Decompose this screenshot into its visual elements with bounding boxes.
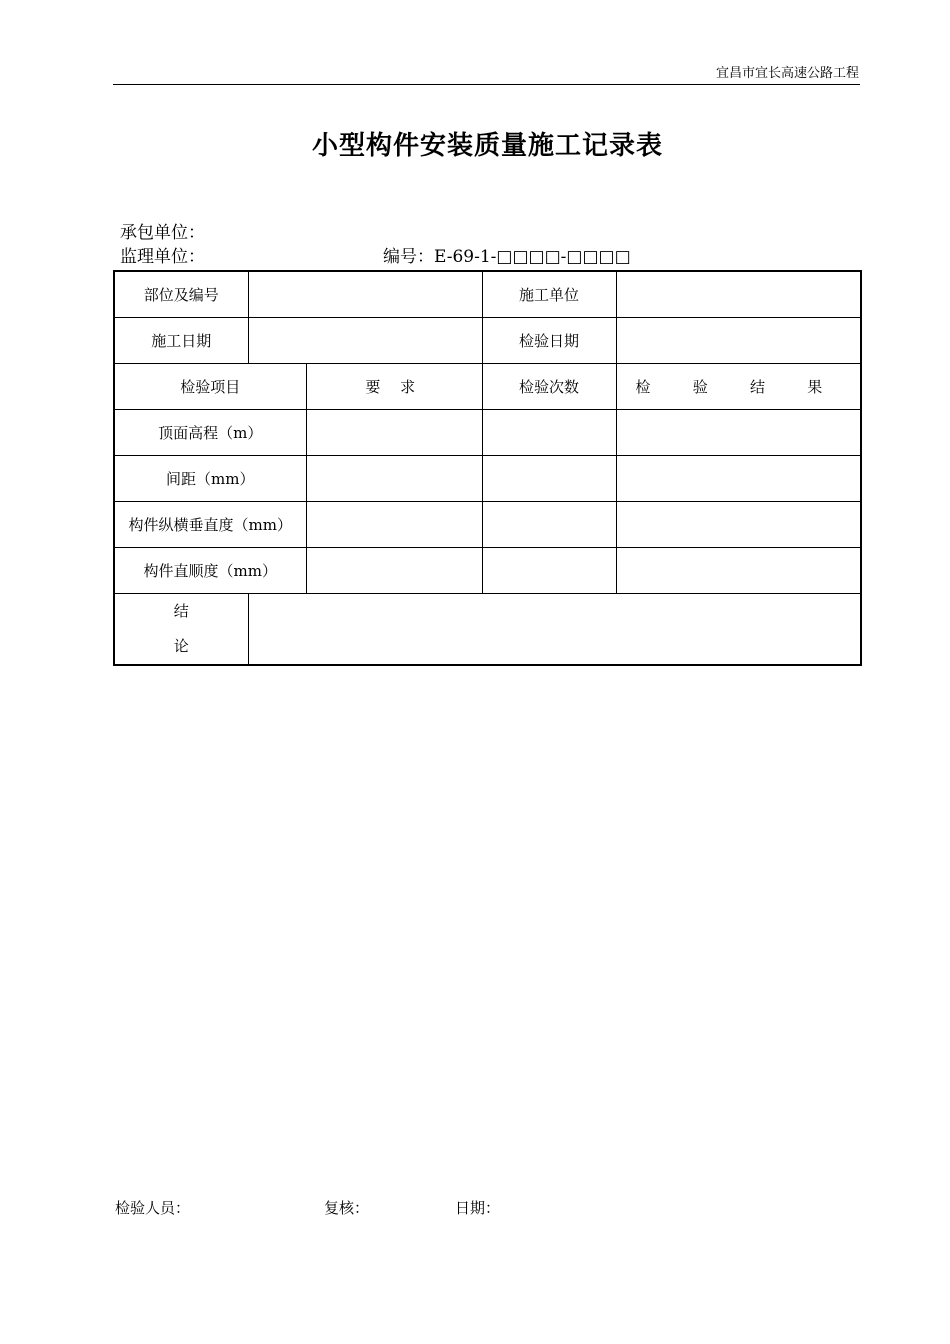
table-row bbox=[114, 548, 861, 594]
column-header-count: 检验次数 bbox=[482, 364, 616, 410]
reviewer-label: 复核： bbox=[324, 1199, 370, 1217]
item-label: 顶面高程（m） bbox=[114, 410, 306, 456]
construction-unit-label: 施工单位 bbox=[482, 271, 616, 318]
table-row bbox=[114, 410, 861, 456]
result-cell[interactable] bbox=[616, 548, 861, 594]
inspection-date-label: 检验日期 bbox=[482, 318, 616, 364]
requirement-cell[interactable] bbox=[306, 502, 482, 548]
conclusion-label bbox=[114, 594, 248, 666]
supervisor-label: 监理单位： bbox=[120, 247, 205, 267]
location-label: 部位及编号 bbox=[114, 271, 248, 318]
count-cell[interactable] bbox=[482, 502, 616, 548]
requirement-cell[interactable] bbox=[306, 456, 482, 502]
conclusion-char: 论 bbox=[173, 637, 189, 655]
count-cell[interactable] bbox=[482, 410, 616, 456]
column-header-result: 检 验 结 果 bbox=[616, 364, 861, 410]
construction-unit-value-cell[interactable] bbox=[616, 271, 861, 318]
result-cell[interactable] bbox=[616, 502, 861, 548]
contractor-label: 承包单位： bbox=[120, 223, 205, 243]
result-cell[interactable] bbox=[616, 456, 861, 502]
count-cell[interactable] bbox=[482, 456, 616, 502]
construction-date-label: 施工日期 bbox=[114, 318, 248, 364]
serial-number-label: 编号：E-69-1-□□□□-□□□□ bbox=[383, 247, 631, 267]
item-label: 构件纵横垂直度（mm） bbox=[114, 502, 306, 548]
column-header-row bbox=[114, 364, 861, 410]
inspection-date-value-cell[interactable] bbox=[616, 318, 861, 364]
table-row bbox=[114, 318, 861, 364]
item-label: 间距（mm） bbox=[114, 456, 306, 502]
inspector-label: 检验人员： bbox=[115, 1199, 191, 1217]
table-row bbox=[114, 456, 861, 502]
record-table bbox=[113, 270, 862, 666]
page-title: 小型构件安装质量施工记录表 bbox=[311, 131, 663, 161]
construction-date-value-cell[interactable] bbox=[248, 318, 482, 364]
column-header-requirement: 要 求 bbox=[306, 364, 482, 410]
requirement-cell[interactable] bbox=[306, 410, 482, 456]
table-row bbox=[114, 502, 861, 548]
item-label: 构件直顺度（mm） bbox=[114, 548, 306, 594]
conclusion-row bbox=[114, 594, 861, 666]
project-header: 宜昌市宜长高速公路工程 bbox=[715, 66, 859, 81]
conclusion-char: 结 bbox=[173, 602, 189, 620]
table-row bbox=[114, 271, 861, 318]
result-cell[interactable] bbox=[616, 410, 861, 456]
requirement-cell[interactable] bbox=[306, 548, 482, 594]
date-label: 日期： bbox=[455, 1199, 501, 1217]
location-value-cell[interactable] bbox=[248, 271, 482, 318]
count-cell[interactable] bbox=[482, 548, 616, 594]
conclusion-content-cell[interactable] bbox=[248, 594, 861, 666]
header-divider bbox=[113, 84, 860, 85]
column-header-item: 检验项目 bbox=[114, 364, 306, 410]
